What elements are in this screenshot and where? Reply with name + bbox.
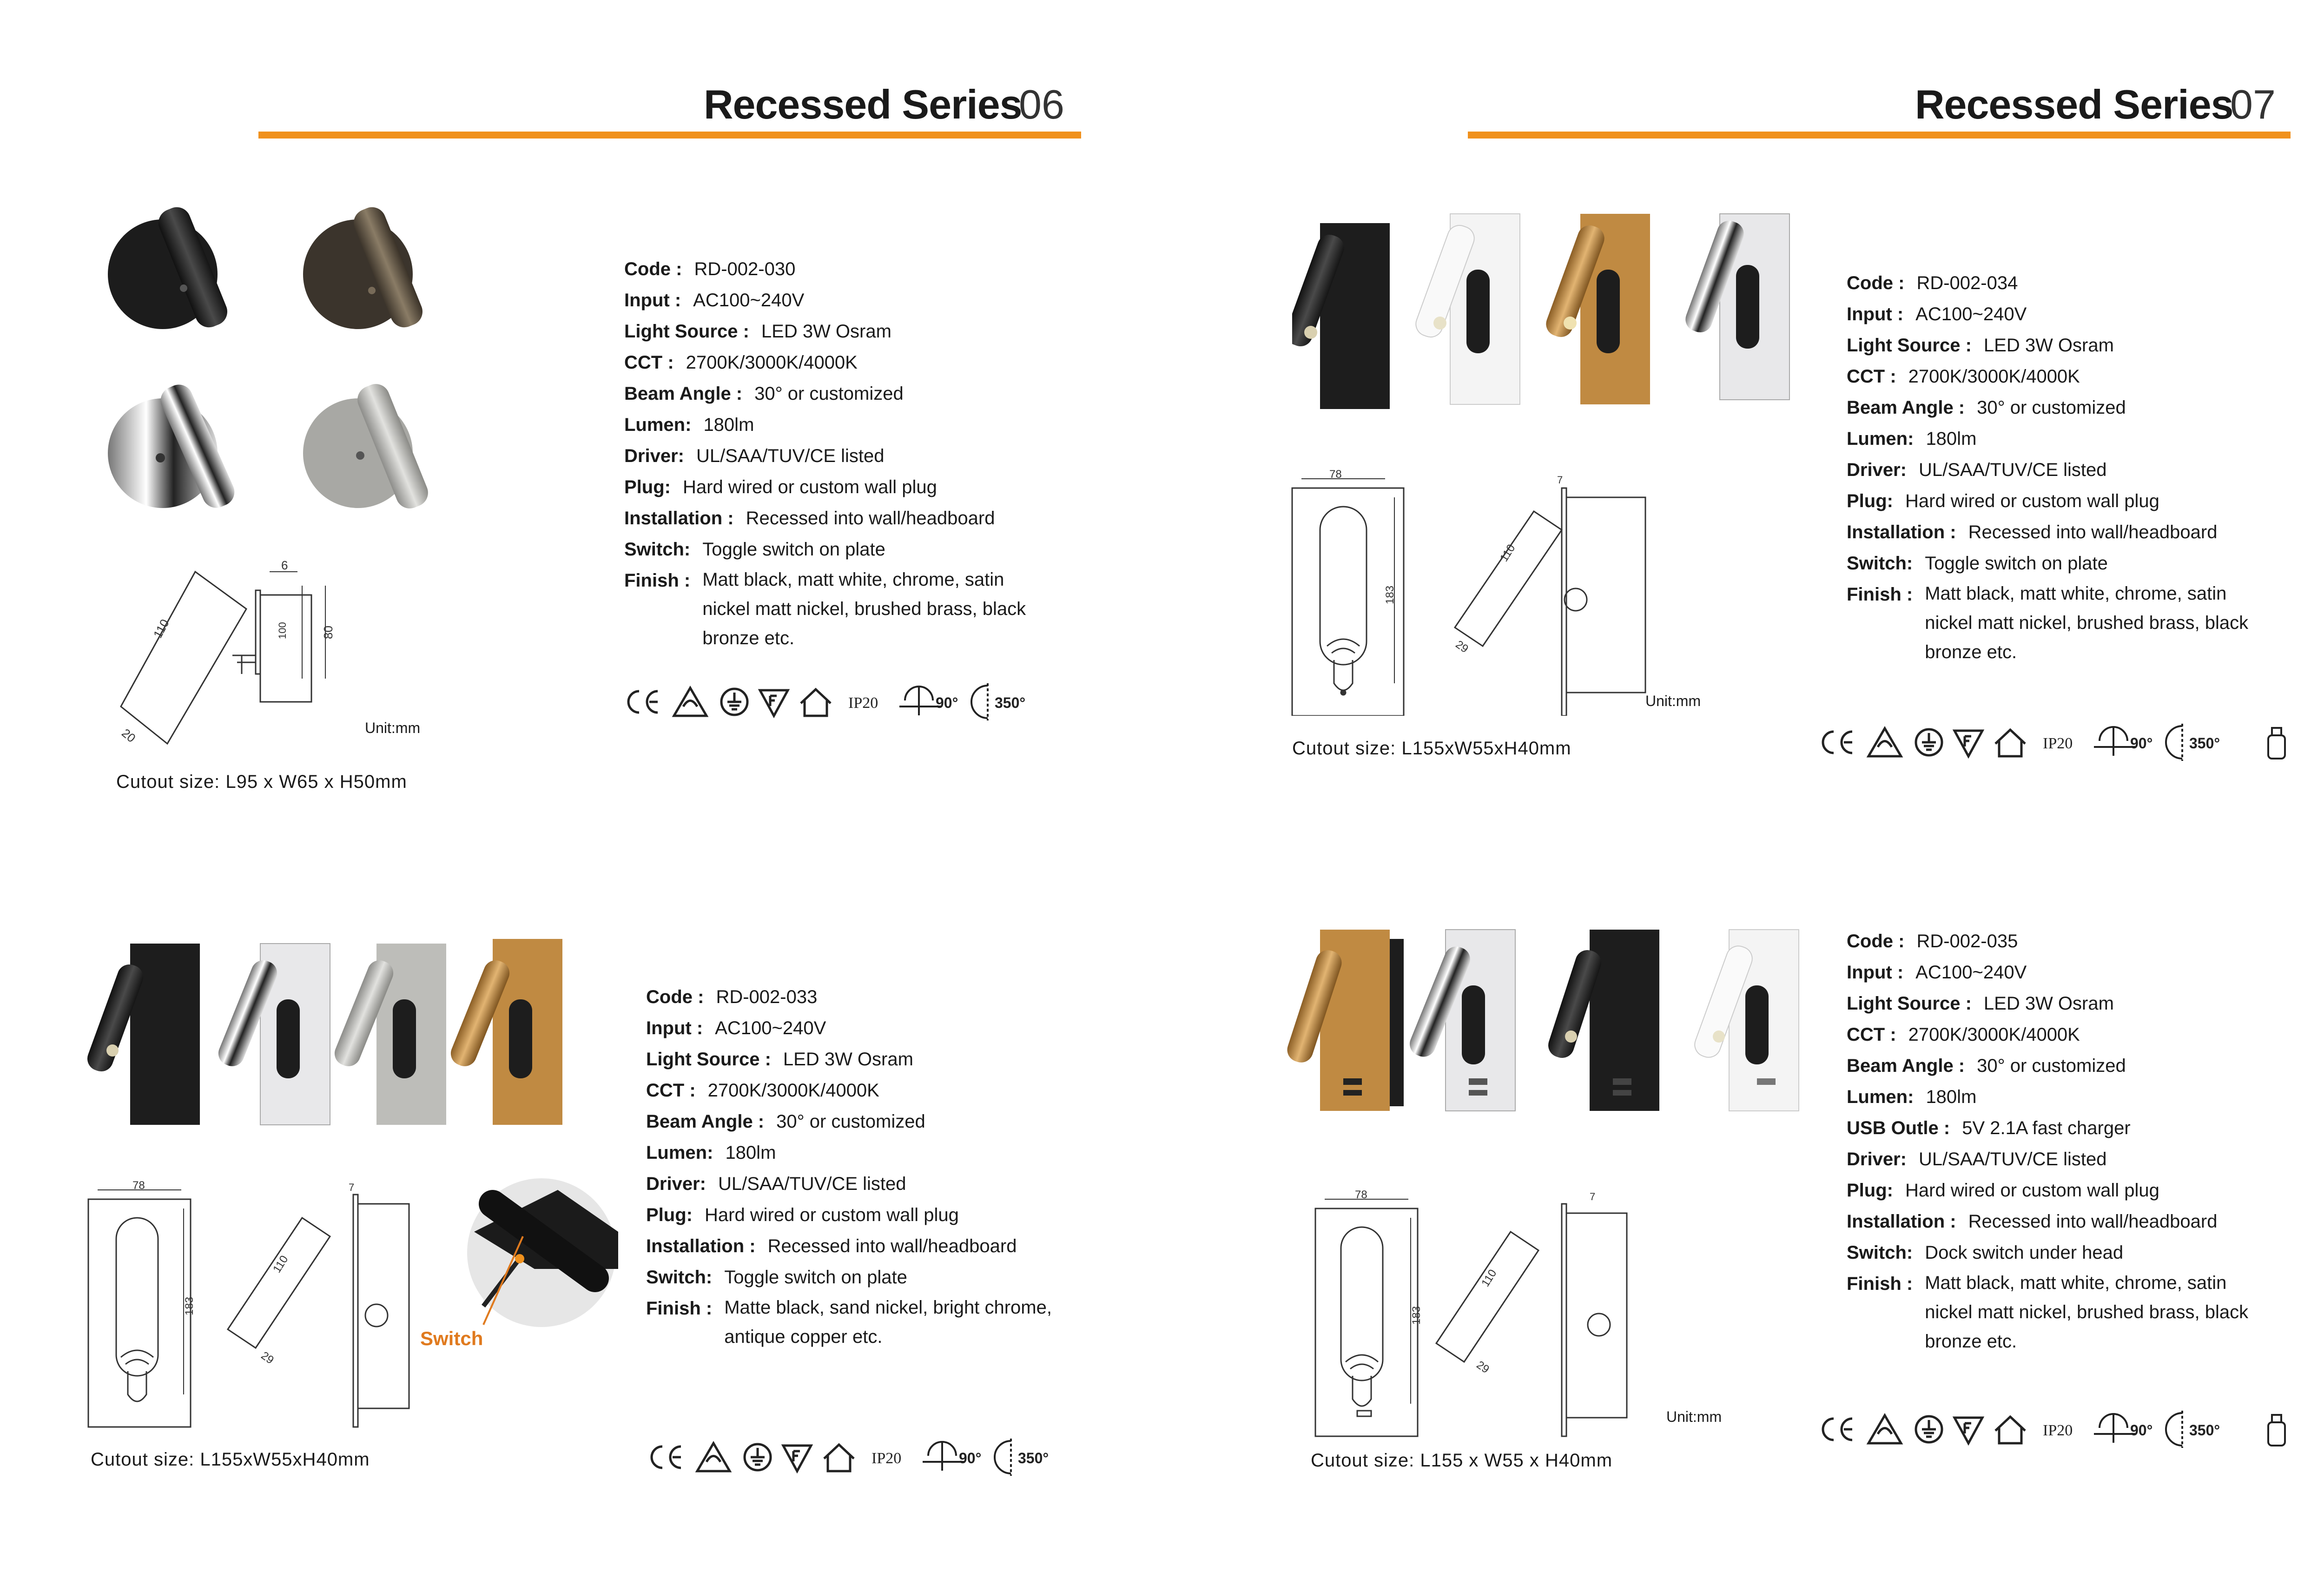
spec-value: Hard wired or custom wall plug xyxy=(704,1205,959,1225)
rotate-350-icon xyxy=(995,1439,1011,1476)
spec-value: Recessed into wall/headboard xyxy=(1968,1211,2218,1232)
spec-key: Beam Angle : xyxy=(624,383,743,404)
spec-key: Finish : xyxy=(1847,584,1913,605)
spec-key: Light Source : xyxy=(646,1049,771,1070)
spec-key: Light Source : xyxy=(624,321,749,342)
spec-key: CCT : xyxy=(624,352,674,373)
spec-key: CCT : xyxy=(646,1080,696,1101)
cutout-size: Cutout size: L155xW55xH40mm xyxy=(91,1449,370,1470)
dim-label: 6 xyxy=(281,558,288,572)
indoor-house-icon xyxy=(824,1445,854,1471)
rcm-mark-icon xyxy=(1868,1415,1901,1443)
rotate-label: 350° xyxy=(2189,1422,2220,1439)
cert-icons xyxy=(1815,721,2298,763)
indoor-house-icon xyxy=(1995,730,2025,756)
spec-key: Plug: xyxy=(646,1205,693,1225)
spec-list-rd-002-030 xyxy=(624,254,1080,653)
ip20-icon: IP20 xyxy=(848,694,878,712)
spec-value: 2700K/3000K/4000K xyxy=(707,1080,879,1101)
spec-key: CCT : xyxy=(1847,366,1896,387)
spec-value: Recessed into wall/headboard xyxy=(1968,522,2218,542)
spec-list-rd-002-035 xyxy=(1847,926,2311,1356)
spec-key: Beam Angle : xyxy=(1847,1056,1965,1076)
spec-key: CCT : xyxy=(1847,1024,1896,1045)
spec-key: Installation : xyxy=(1847,522,1956,542)
spec-value: AC100~240V xyxy=(693,290,805,310)
spec-value: UL/SAA/TUV/CE listed xyxy=(1918,1149,2107,1169)
spec-value: 30° or customized xyxy=(1977,397,2126,418)
unit-label: Unit:mm xyxy=(1645,693,1701,709)
spec-key: USB Outle : xyxy=(1847,1118,1950,1138)
spec-row xyxy=(1847,299,2311,330)
f-mark-icon xyxy=(783,1446,811,1471)
cert-row-rd-002-030 xyxy=(621,681,1085,723)
spec-value: 180lm xyxy=(725,1143,776,1163)
cutout-size: Cutout size: L155xW55xH40mm xyxy=(1292,738,1571,759)
spec-key: Light Source : xyxy=(1847,335,1972,356)
spec-value: Hard wired or custom wall plug xyxy=(1905,491,2159,511)
cert-row-rd-002-033 xyxy=(644,1436,1109,1478)
page-number: 06 xyxy=(1019,81,1064,127)
spec-key: Driver: xyxy=(1847,460,1907,480)
earth-ground-icon xyxy=(721,689,747,715)
spec-row xyxy=(624,347,1080,378)
spec-value: 180lm xyxy=(1926,1087,1977,1107)
spec-key: Driver: xyxy=(1847,1149,1907,1169)
spec-key: Lumen: xyxy=(624,415,692,435)
ce-mark-icon xyxy=(628,691,658,713)
spec-row xyxy=(1847,517,2311,548)
spec-row xyxy=(1847,455,2311,486)
usb-icon xyxy=(2268,728,2285,759)
rotate-350-icon xyxy=(971,683,988,720)
spec-row xyxy=(1847,268,2311,299)
spec-row xyxy=(646,1169,1111,1200)
spec-list-rd-002-033 xyxy=(646,982,1111,1352)
spec-value: UL/SAA/TUV/CE listed xyxy=(696,446,885,466)
page-title: Recessed Series xyxy=(704,81,1022,127)
dim-label: 78 xyxy=(1329,469,1342,481)
spec-row xyxy=(624,285,1080,316)
spec-row xyxy=(646,1262,1111,1293)
tilt-90-icon xyxy=(899,687,941,715)
page-header-06 xyxy=(258,78,1081,139)
dim-label: 7 xyxy=(1557,474,1563,486)
spec-key: Input : xyxy=(646,1018,703,1038)
spec-row xyxy=(624,409,1080,441)
spec-list-rd-002-034 xyxy=(1847,268,2311,667)
spec-value: 30° or customized xyxy=(776,1111,925,1132)
product-photo-rd-002-035 xyxy=(1274,920,1813,1120)
spec-value: Toggle switch on plate xyxy=(724,1267,907,1288)
spec-row xyxy=(1847,1144,2311,1175)
ip20-icon: IP20 xyxy=(2043,735,2073,752)
cert-icons xyxy=(1815,1408,2298,1450)
rcm-mark-icon xyxy=(674,688,706,716)
spec-row xyxy=(1847,486,2311,517)
spec-key: Switch: xyxy=(624,539,691,560)
dim-label: 7 xyxy=(1590,1191,1596,1202)
dim-label: 183 xyxy=(1384,585,1396,604)
rotate-label: 350° xyxy=(995,694,1026,711)
spec-key: Installation : xyxy=(1847,1211,1956,1232)
spec-key: Installation : xyxy=(624,508,734,528)
dim-label: 80 xyxy=(321,626,335,639)
rotate-label: 350° xyxy=(2189,735,2220,752)
spec-key: Lumen: xyxy=(1847,429,1914,449)
usb-icon xyxy=(2268,1415,2285,1446)
dim-label: 78 xyxy=(1355,1190,1367,1201)
f-mark-icon xyxy=(760,690,788,716)
spec-row xyxy=(624,378,1080,409)
spec-row xyxy=(1847,1175,2311,1206)
spec-row xyxy=(646,1231,1111,1262)
rcm-mark-icon xyxy=(697,1443,730,1471)
tilt-90-icon xyxy=(2094,1414,2136,1443)
spec-key: Finish : xyxy=(1847,1274,1913,1294)
ce-mark-icon xyxy=(1823,732,1852,753)
tilt-label: 90° xyxy=(959,1450,982,1466)
rotate-350-icon xyxy=(2166,724,2182,761)
rotate-350-icon xyxy=(2166,1411,2182,1448)
cutout-size: Cutout size: L95 x W65 x H50mm xyxy=(116,772,407,792)
dim-label: 7 xyxy=(349,1182,355,1193)
cert-icons xyxy=(644,1436,1109,1478)
spec-value: LED 3W Osram xyxy=(1983,335,2114,356)
spec-key: Light Source : xyxy=(1847,993,1972,1014)
spec-value: Hard wired or custom wall plug xyxy=(1905,1180,2159,1201)
spec-value: 30° or customized xyxy=(1977,1056,2126,1076)
ce-mark-icon xyxy=(652,1446,681,1468)
spec-value: 2700K/3000K/4000K xyxy=(1908,366,2080,387)
tilt-90-icon xyxy=(2094,727,2136,756)
spec-value: Matte black, sand nickel, bright chrome, antique copper etc. xyxy=(724,1297,1052,1347)
spec-row xyxy=(646,1200,1111,1231)
spec-row-finish xyxy=(1847,1268,2311,1356)
spec-row xyxy=(624,534,1080,565)
spec-row xyxy=(646,1013,1111,1044)
spec-row xyxy=(646,1044,1111,1075)
spec-value: Matt black, matt white, chrome, satin nickel matt nickel, brushed brass, black bronze etc. xyxy=(1925,583,2249,662)
spec-row xyxy=(646,982,1111,1013)
spec-value: AC100~240V xyxy=(1915,304,2027,324)
spec-row xyxy=(1847,957,2311,988)
spec-key: Lumen: xyxy=(1847,1087,1914,1107)
dim-label: 29 xyxy=(258,1349,276,1367)
spec-value: 30° or customized xyxy=(754,383,904,404)
f-mark-icon xyxy=(1954,1418,1982,1443)
dim-label: 183 xyxy=(183,1296,196,1315)
tilt-label: 90° xyxy=(2130,1422,2153,1439)
spec-key: Input : xyxy=(1847,962,1904,983)
unit-label: Unit:mm xyxy=(365,720,421,736)
dim-label: 20 xyxy=(119,726,139,746)
cert-icons xyxy=(621,681,1085,723)
unit-label: Unit:mm xyxy=(1666,1408,1722,1425)
cutout-size: Cutout size: L155 x W55 x H40mm xyxy=(1311,1450,1613,1471)
spec-key: Switch: xyxy=(1847,553,1913,574)
spec-row xyxy=(1847,1113,2311,1144)
spec-value: Hard wired or custom wall plug xyxy=(682,477,937,497)
spec-key: Plug: xyxy=(1847,1180,1893,1201)
dim-label: 110 xyxy=(271,1253,291,1275)
switch-callout-line xyxy=(465,1232,618,1339)
spec-key: Code : xyxy=(1847,931,1905,951)
spec-value: Dock switch under head xyxy=(1925,1242,2124,1263)
spec-value: 5V 2.1A fast charger xyxy=(1962,1118,2131,1138)
spec-row xyxy=(1847,392,2311,423)
spec-row xyxy=(624,316,1080,347)
spec-row-finish xyxy=(624,565,1080,653)
spec-value: RD-002-034 xyxy=(1916,273,2018,293)
page-header-07 xyxy=(1468,78,2291,139)
tilt-label: 90° xyxy=(936,694,958,711)
indoor-house-icon xyxy=(801,689,831,716)
indoor-house-icon xyxy=(1995,1417,2025,1443)
dim-label: 110 xyxy=(150,617,172,641)
spec-value: RD-002-033 xyxy=(716,987,818,1007)
dim-label: 29 xyxy=(1474,1358,1492,1376)
page-number: 07 xyxy=(2230,81,2276,127)
spec-key: Beam Angle : xyxy=(1847,397,1965,418)
spec-row xyxy=(1847,1082,2311,1113)
header-accent-bar xyxy=(1468,132,2291,139)
spec-value: 180lm xyxy=(1926,429,1977,449)
spec-key: Switch: xyxy=(1847,1242,1913,1263)
spec-key: Lumen: xyxy=(646,1143,713,1163)
dimension-drawing-rd-002-034 xyxy=(1287,469,1659,716)
dimension-drawing-rd-002-035 xyxy=(1311,1190,1636,1441)
spec-value: AC100~240V xyxy=(715,1018,826,1038)
spec-value: Matt black, matt white, chrome, satin nickel matt nickel, brushed brass, black bronze etc. xyxy=(1925,1273,2249,1352)
header-accent-bar xyxy=(258,132,1081,139)
spec-key: Finish : xyxy=(646,1298,713,1319)
spec-value: RD-002-035 xyxy=(1916,931,2018,951)
spec-key: Code : xyxy=(624,259,682,279)
spec-row xyxy=(624,254,1080,285)
dim-label: 29 xyxy=(1453,638,1471,656)
f-mark-icon xyxy=(1954,731,1982,756)
spec-value: AC100~240V xyxy=(1915,962,2027,983)
spec-value: Toggle switch on plate xyxy=(702,539,885,560)
ce-mark-icon xyxy=(1823,1419,1852,1440)
tilt-90-icon xyxy=(923,1442,964,1471)
dim-label: 183 xyxy=(1410,1306,1423,1325)
spec-row xyxy=(1847,361,2311,392)
spec-row xyxy=(1847,330,2311,361)
ip20-icon: IP20 xyxy=(2043,1422,2073,1439)
tilt-label: 90° xyxy=(2130,735,2153,752)
spec-value: UL/SAA/TUV/CE listed xyxy=(718,1174,906,1194)
spec-key: Input : xyxy=(1847,304,1904,324)
ip20-icon: IP20 xyxy=(872,1450,902,1467)
spec-row-finish xyxy=(1847,579,2311,667)
rcm-mark-icon xyxy=(1868,728,1901,756)
spec-row xyxy=(1847,926,2311,957)
spec-row xyxy=(1847,548,2311,579)
spec-value: LED 3W Osram xyxy=(1983,993,2114,1014)
spec-key: Driver: xyxy=(624,446,684,466)
spec-value: Matt black, matt white, chrome, satin nickel matt nickel, brushed brass, black bronze etc. xyxy=(702,569,1026,648)
dim-label: 110 xyxy=(1498,542,1518,564)
dimension-drawing-rd-002-030 xyxy=(102,558,363,753)
spec-key: Finish : xyxy=(624,570,691,591)
switch-callout-label: Switch xyxy=(420,1327,483,1349)
spec-key: Code : xyxy=(646,987,704,1007)
product-photo-rd-002-034 xyxy=(1292,205,1822,418)
spec-row xyxy=(646,1075,1111,1106)
spec-key: Plug: xyxy=(624,477,671,497)
spec-key: Switch: xyxy=(646,1267,713,1288)
spec-value: 2700K/3000K/4000K xyxy=(1908,1024,2080,1045)
spec-row xyxy=(1847,1206,2311,1237)
spec-key: Input : xyxy=(624,290,681,310)
spec-value: RD-002-030 xyxy=(694,259,796,279)
spec-key: Plug: xyxy=(1847,491,1893,511)
spec-row xyxy=(624,503,1080,534)
spec-row xyxy=(1847,988,2311,1019)
dim-label: 100 xyxy=(277,622,288,639)
spec-row xyxy=(1847,1050,2311,1082)
dimension-drawing-rd-002-033 xyxy=(84,1181,418,1432)
spec-key: Driver: xyxy=(646,1174,706,1194)
cert-row-rd-002-034 xyxy=(1815,721,2298,763)
spec-row xyxy=(624,441,1080,472)
earth-ground-icon xyxy=(1916,729,1942,755)
spec-row xyxy=(1847,423,2311,455)
dim-label: 78 xyxy=(132,1181,145,1192)
spec-value: Recessed into wall/headboard xyxy=(746,508,995,528)
product-photo-rd-002-030 xyxy=(107,195,488,530)
spec-row-finish xyxy=(646,1293,1111,1352)
spec-value: LED 3W Osram xyxy=(761,321,891,342)
spec-value: Toggle switch on plate xyxy=(1925,553,2108,574)
spec-row xyxy=(624,472,1080,503)
spec-key: Code : xyxy=(1847,273,1905,293)
spec-value: 180lm xyxy=(703,415,754,435)
spec-value: Recessed into wall/headboard xyxy=(767,1236,1017,1256)
spec-row xyxy=(1847,1019,2311,1050)
spec-value: 2700K/3000K/4000K xyxy=(686,352,858,373)
rotate-label: 350° xyxy=(1018,1450,1049,1466)
page-title: Recessed Series xyxy=(1915,81,2233,127)
spec-row xyxy=(1847,1237,2311,1268)
spec-key: Installation : xyxy=(646,1236,756,1256)
product-photo-rd-002-033 xyxy=(74,934,581,1134)
dim-label: 110 xyxy=(1479,1267,1499,1289)
spec-row xyxy=(646,1106,1111,1137)
earth-ground-icon xyxy=(745,1444,771,1470)
spec-key: Beam Angle : xyxy=(646,1111,765,1132)
cert-row-rd-002-035 xyxy=(1815,1408,2298,1450)
spec-value: LED 3W Osram xyxy=(783,1049,913,1070)
spec-value: UL/SAA/TUV/CE listed xyxy=(1918,460,2107,480)
spec-row xyxy=(646,1137,1111,1169)
earth-ground-icon xyxy=(1916,1416,1942,1442)
